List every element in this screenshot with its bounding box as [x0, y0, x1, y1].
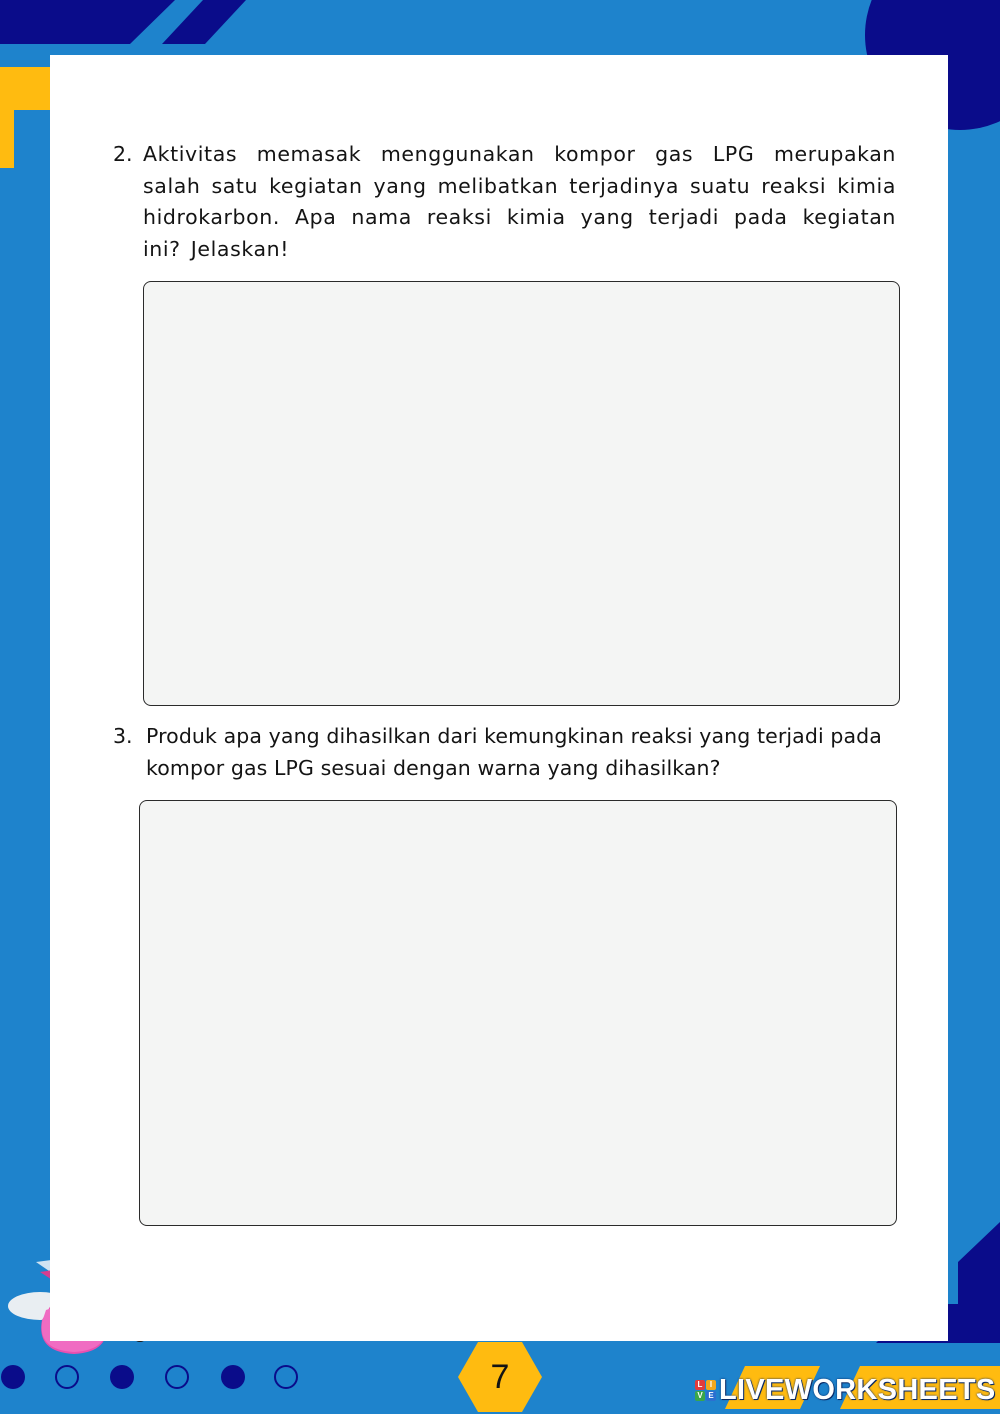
decor-dot-outline	[165, 1365, 189, 1389]
question-3	[113, 721, 900, 784]
logo-letter: I	[706, 1380, 716, 1390]
liveworksheets-logo-icon	[695, 1380, 716, 1401]
question-text: Produk apa yang dihasilkan dari kemungkinan reaksi yang terjadi pada kompor gas LPG sesuai dengan warna yang dihasilkan?	[146, 724, 882, 780]
question-number: 3.	[113, 724, 133, 748]
logo-letter: V	[695, 1391, 705, 1401]
decor-dot-filled	[110, 1365, 134, 1389]
answer-box-question-3[interactable]	[139, 800, 897, 1226]
question-number: 2.	[113, 142, 133, 166]
logo-letter: E	[706, 1391, 716, 1401]
decor-dot-outline	[55, 1365, 79, 1389]
question-text: Aktivitas memasak menggunakan kompor gas LPG merupakan salah satu kegiatan yang melibatkan terjadinya suatu reaksi kimia hidrokarbon. Apa nama reaksi kimia yang terjadi pada kegiatan ini? Jelaskan!	[143, 142, 896, 261]
decor-dot-filled	[221, 1365, 245, 1389]
logo-letter: L	[695, 1380, 705, 1390]
question-2	[113, 139, 896, 265]
top-left-navy-stripe	[162, 0, 246, 44]
answer-box-question-2[interactable]	[143, 281, 900, 706]
decor-dot-outline	[274, 1365, 298, 1389]
top-left-navy-band	[0, 0, 175, 44]
liveworksheets-brand[interactable]	[695, 1372, 996, 1408]
brand-name: LIVEWORKSHEETS	[719, 1374, 996, 1406]
page-number: 7	[490, 1358, 510, 1396]
decor-dot-filled	[1, 1365, 25, 1389]
